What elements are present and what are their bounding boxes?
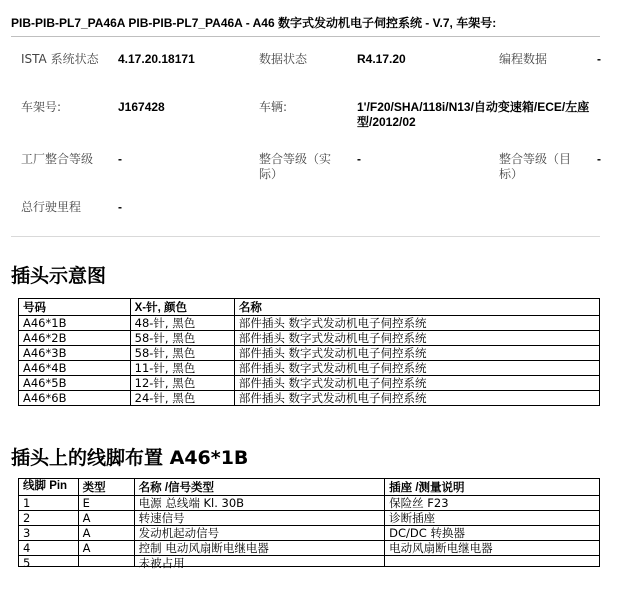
- vehicle-label: 车辆:: [259, 100, 288, 114]
- connector-name: 部件插头 数字式发动机电子伺控系统: [234, 331, 599, 346]
- pin-socket-text: [389, 556, 595, 563]
- table-row: [19, 511, 600, 526]
- vin-label: 车架号:: [21, 100, 62, 114]
- ista-value: 4.17.20.18171: [118, 52, 195, 66]
- connector-name: 部件插头 数字式发动机电子伺控系统: [234, 316, 599, 331]
- column-header: X-针, 颜色: [130, 299, 234, 316]
- table-header-row: [19, 479, 600, 496]
- vin-value: J167428: [118, 100, 165, 114]
- pin-type: E: [78, 496, 134, 511]
- connector-id: A46*3B: [19, 346, 131, 361]
- table-header-row: [19, 299, 600, 316]
- data-status-value: R4.17.20: [357, 52, 406, 66]
- column-header: 名称: [234, 299, 599, 316]
- table-row: [19, 376, 600, 391]
- prog-data-label: 编程数据: [499, 52, 548, 66]
- level-actual-value: -: [357, 152, 361, 166]
- data-status-label: 数据状态: [259, 52, 308, 66]
- connector-name: 部件插头 数字式发动机电子伺控系统: [234, 346, 599, 361]
- pin-type: A: [78, 511, 134, 526]
- pin-signal: 转速信号: [134, 511, 384, 526]
- connector-id: A46*4B: [19, 361, 131, 376]
- connector-pins: 58-针, 黑色: [130, 331, 234, 346]
- connector-pins: 24-针, 黑色: [130, 391, 234, 406]
- pin-signal: 控制 电动风扇断电继电器: [134, 541, 384, 556]
- connector-id: A46*2B: [19, 331, 131, 346]
- connector-pins: 48-针, 黑色: [130, 316, 234, 331]
- factory-level-value: -: [118, 152, 122, 166]
- level-target-value: -: [597, 152, 601, 166]
- pin-section-title: 插头上的线脚布置 A46*1B: [11, 447, 249, 469]
- vehicle-value: 1'/F20/SHA/118i/N13/自动变速箱/ECE/左座型/2012/02: [357, 100, 590, 129]
- ista-label: ISTA 系统状态: [21, 52, 99, 66]
- pin-type: A: [78, 541, 134, 556]
- connector-id: A46*6B: [19, 391, 131, 406]
- level-actual-label: 整合等级（实际）: [259, 152, 332, 181]
- table-row: [19, 496, 600, 511]
- table-row: [19, 346, 600, 361]
- connector-name: 部件插头 数字式发动机电子伺控系统: [234, 391, 599, 406]
- connector-table: [18, 298, 600, 406]
- pin-signal: 发动机起动信号: [134, 526, 384, 541]
- pin-number: [19, 556, 79, 570]
- document-header: PIB-PIB-PL7_PA46A PIB-PIB-PL7_PA46A - A46 数字式发动机电子伺控系统 - V.7, 车架号:: [11, 16, 497, 30]
- connector-id: A46*1B: [19, 316, 131, 331]
- pin-number: 3: [19, 526, 79, 541]
- column-header: 名称 /信号类型: [134, 479, 384, 496]
- column-header: 线脚 Pin: [19, 479, 79, 496]
- pin-socket: [385, 556, 600, 567]
- connector-pins: 12-针, 黑色: [130, 376, 234, 391]
- factory-level-label: 工厂整合等级: [21, 152, 94, 166]
- pin-socket: DC/DC 转换器: [385, 526, 600, 541]
- pin-type-text: [83, 556, 130, 563]
- mileage-value: -: [118, 200, 122, 214]
- connector-id: A46*5B: [19, 376, 131, 391]
- column-header: 插座 /测量说明: [385, 479, 600, 496]
- table-row: [19, 316, 600, 331]
- pin-socket: 电动风扇断电继电器: [385, 541, 600, 556]
- pin-socket: 保险丝 F23: [385, 496, 600, 511]
- connector-pins: 11-针, 黑色: [130, 361, 234, 376]
- info-divider: [11, 236, 600, 237]
- pin-type: A: [78, 526, 134, 541]
- table-row: [19, 391, 600, 406]
- mileage-label: 总行驶里程: [21, 200, 82, 214]
- header-divider: [11, 36, 600, 37]
- table-row: [19, 331, 600, 346]
- pin-signal: [134, 556, 384, 570]
- pin-type: [78, 556, 134, 567]
- pin-number: 4: [19, 541, 79, 556]
- connector-name: 部件插头 数字式发动机电子伺控系统: [234, 376, 599, 391]
- column-header: 号码: [19, 299, 131, 316]
- pin-signal: 电源 总线端 Kl. 30B: [134, 496, 384, 511]
- pin-assignment-table: [18, 478, 600, 570]
- connector-pins: 58-针, 黑色: [130, 346, 234, 361]
- connector-name: 部件插头 数字式发动机电子伺控系统: [234, 361, 599, 376]
- prog-data-value: -: [597, 52, 601, 66]
- table-row: [19, 526, 600, 541]
- level-target-label: 整合等级（目标）: [499, 152, 572, 181]
- table-row: [19, 361, 600, 376]
- pin-number: 2: [19, 511, 79, 526]
- connector-section-title: 插头示意图: [11, 265, 107, 287]
- pin-number: 1: [19, 496, 79, 511]
- pin-signal-text: 未被占用: [138, 556, 185, 570]
- pin-socket: 诊断插座: [385, 511, 600, 526]
- table-row: [19, 556, 600, 567]
- pin-number-text: 5: [23, 556, 31, 570]
- column-header: 类型: [78, 479, 134, 496]
- table-row: [19, 541, 600, 556]
